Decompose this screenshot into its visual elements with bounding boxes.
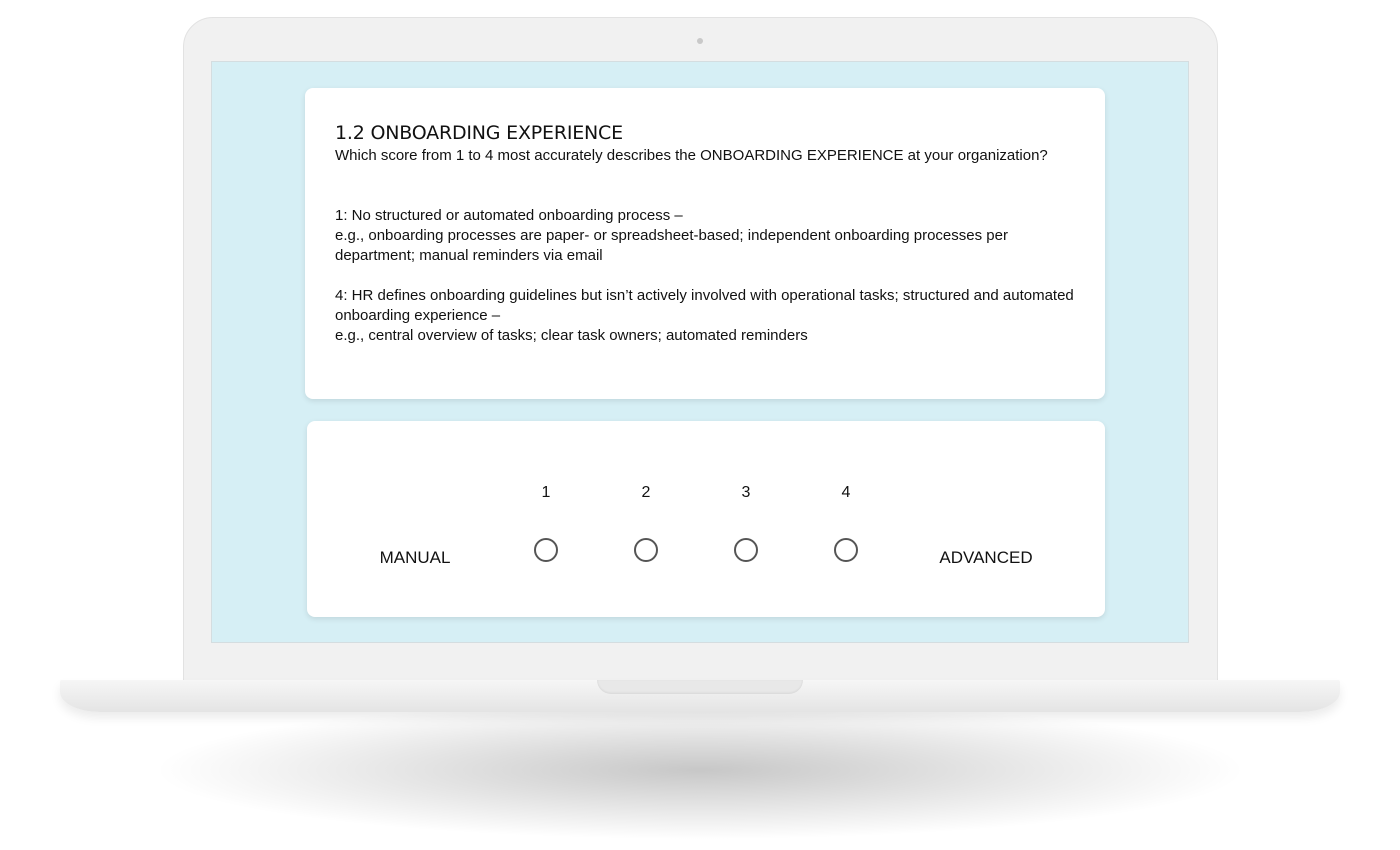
option-number-2: 2 <box>641 484 651 501</box>
level1-heading: 1: No structured or automated onboarding process – <box>335 207 683 224</box>
question-title: 1.2 ONBOARDING EXPERIENCE <box>335 122 623 144</box>
option-number-3: 3 <box>741 484 751 501</box>
scale-high-label: ADVANCED <box>939 548 1033 567</box>
radio-option-1[interactable] <box>534 538 558 562</box>
question-prompt: Which score from 1 to 4 most accurately describes the ONBOARDING EXPERIENCE at your organization? <box>335 147 1048 164</box>
laptop-notch <box>597 680 803 694</box>
radio-option-4[interactable] <box>834 538 858 562</box>
scale-low-label: MANUAL <box>379 548 451 567</box>
radio-option-2[interactable] <box>634 538 658 562</box>
laptop-shadow <box>150 700 1250 840</box>
scale-card <box>307 421 1105 617</box>
option-number-1: 1 <box>541 484 551 501</box>
level1-example: e.g., onboarding processes are paper- or spreadsheet-based; independent onboarding processes per department; manual reminders via email <box>335 227 1008 264</box>
option-number-4: 4 <box>841 484 851 501</box>
radio-option-3[interactable] <box>734 538 758 562</box>
camera-icon <box>697 38 703 44</box>
level4-example: e.g., central overview of tasks; clear task owners; automated reminders <box>335 327 808 344</box>
question-card <box>305 88 1105 399</box>
level4-heading: 4: HR defines onboarding guidelines but isn’t actively involved with operational tasks; structured and automated onboarding experience – <box>335 287 1074 324</box>
